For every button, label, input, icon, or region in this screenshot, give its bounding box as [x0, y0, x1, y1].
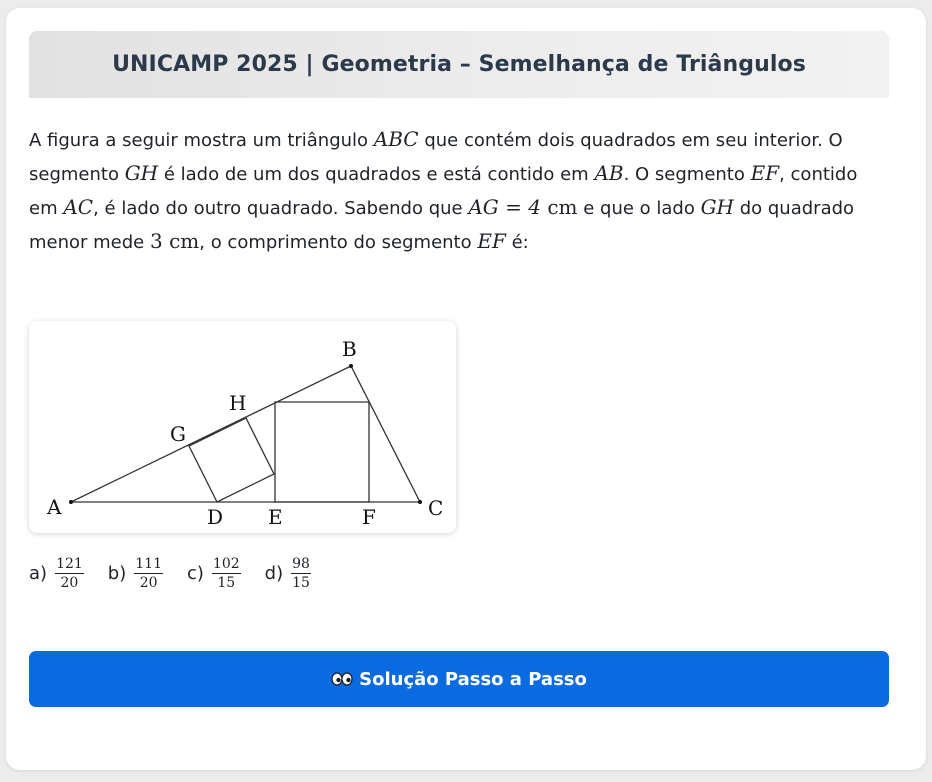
label-f: F — [362, 505, 376, 529]
problem-text: . O segmento — [623, 164, 751, 185]
problem-text: A figura a seguir mostra um triângulo — [29, 130, 374, 151]
page-title: UNICAMP 2025 | Geometria – Semelhança de Triângulos — [112, 52, 806, 77]
answer-options — [29, 556, 335, 591]
small-square — [189, 418, 274, 502]
problem-text: é: — [505, 232, 529, 253]
option-d[interactable] — [265, 556, 311, 591]
triangle-abc — [71, 366, 420, 502]
problem-statement — [29, 123, 891, 259]
fraction-numerator: 111 — [135, 556, 162, 572]
option-letter: d) — [264, 563, 284, 584]
title-bar — [29, 31, 889, 98]
fraction-numerator: 98 — [292, 556, 310, 572]
problem-text: é lado de um dos quadrados e está contido em — [158, 164, 595, 185]
option-letter: a) — [29, 563, 48, 584]
eyes-icon — [331, 672, 353, 686]
fraction-denominator: 20 — [60, 575, 79, 591]
problem-text: e que o lado — [577, 198, 701, 219]
option-a[interactable] — [29, 556, 84, 591]
label-c: C — [428, 496, 444, 520]
problem-text: que contém dois quadrados em seu interior. O segmento — [29, 130, 843, 185]
label-d: D — [207, 505, 224, 529]
math-segment: EF — [477, 229, 506, 253]
fraction-denominator: 20 — [139, 575, 158, 591]
option-b[interactable] — [108, 556, 163, 591]
geometry-figure — [29, 321, 456, 533]
math-segment: GH — [700, 195, 734, 219]
label-a: A — [47, 495, 62, 519]
large-square — [275, 402, 369, 502]
label-e: E — [268, 505, 283, 529]
problem-text: , contido em — [29, 164, 858, 219]
math-triangle: ABC — [373, 127, 419, 151]
math-segment: AC — [63, 195, 94, 219]
option-fraction — [55, 556, 84, 591]
fraction-numerator: 102 — [212, 556, 240, 572]
option-c[interactable] — [187, 556, 241, 591]
solution-button[interactable] — [29, 651, 889, 707]
math-equation: AG = 4 — [468, 195, 541, 219]
option-fraction — [291, 556, 311, 591]
label-b: B — [342, 337, 357, 361]
option-letter: c) — [186, 563, 204, 584]
label-h: H — [229, 391, 247, 415]
math-unit: cm — [162, 229, 200, 253]
math-number: 3 — [149, 229, 163, 253]
option-letter: b) — [107, 563, 127, 584]
problem-text: do quadrado menor mede — [29, 198, 855, 253]
math-segment: EF — [750, 161, 780, 185]
math-segment: GH — [124, 161, 159, 185]
fraction-denominator: 15 — [217, 575, 236, 591]
label-g: G — [170, 422, 186, 446]
problem-text: , o comprimento do segmento — [199, 232, 478, 253]
solution-button-label: Solução Passo a Passo — [359, 668, 587, 690]
triangle-diagram — [29, 321, 456, 533]
option-fraction — [134, 556, 163, 591]
fraction-denominator: 15 — [292, 575, 310, 591]
fraction-numerator: 121 — [56, 556, 83, 572]
option-fraction — [212, 556, 241, 591]
math-unit: cm — [540, 195, 578, 219]
math-segment: AB — [594, 161, 624, 185]
problem-text: , é lado do outro quadrado. Sabendo que — [93, 198, 469, 219]
